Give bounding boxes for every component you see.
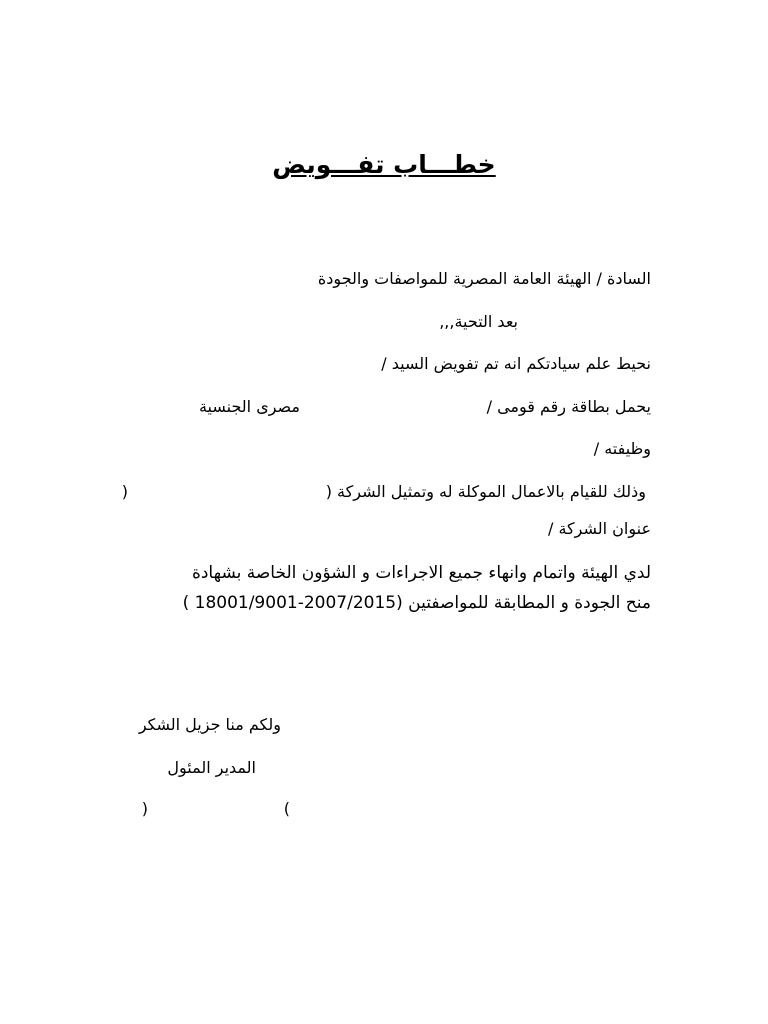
signature-open-paren: ( (283, 799, 290, 818)
manager-title: المدير المئول (167, 758, 256, 777)
nationality-text: مصرى الجنسية (198, 397, 300, 416)
letter-title: خطـــاب تفـــويض (272, 150, 496, 179)
company-address-line: عنوان الشركة / (547, 519, 651, 538)
thanks-line: ولكم منا جزيل الشكر (138, 715, 281, 734)
signature-close-paren: ) (141, 799, 148, 818)
addressee-line: السادة / الهيئة العامة المصرية للمواصفات والجودة (317, 269, 651, 288)
greeting-line: بعد التحية,,, (439, 312, 518, 331)
purpose-close-paren: ) (121, 482, 128, 501)
job-line: وظيفته / (593, 439, 651, 458)
purpose-line: وذلك للقيام بالاعمال الموكلة له وتمثيل الشركة ( (325, 482, 646, 501)
body-line-1: لدي الهيئة واتمام وانهاء جميع الاجراءات و الشؤون الخاصة بشهادة (191, 563, 651, 583)
body-line-2: منح الجودة و المطابقة للمواصفتين (2007/2015-18001/9001 ) (182, 593, 651, 613)
notify-line: نحيط علم سيادتكم انه تم تفويض السيد / (381, 354, 651, 373)
id-card-line: يحمل بطاقة رقم قومى / (486, 397, 651, 416)
